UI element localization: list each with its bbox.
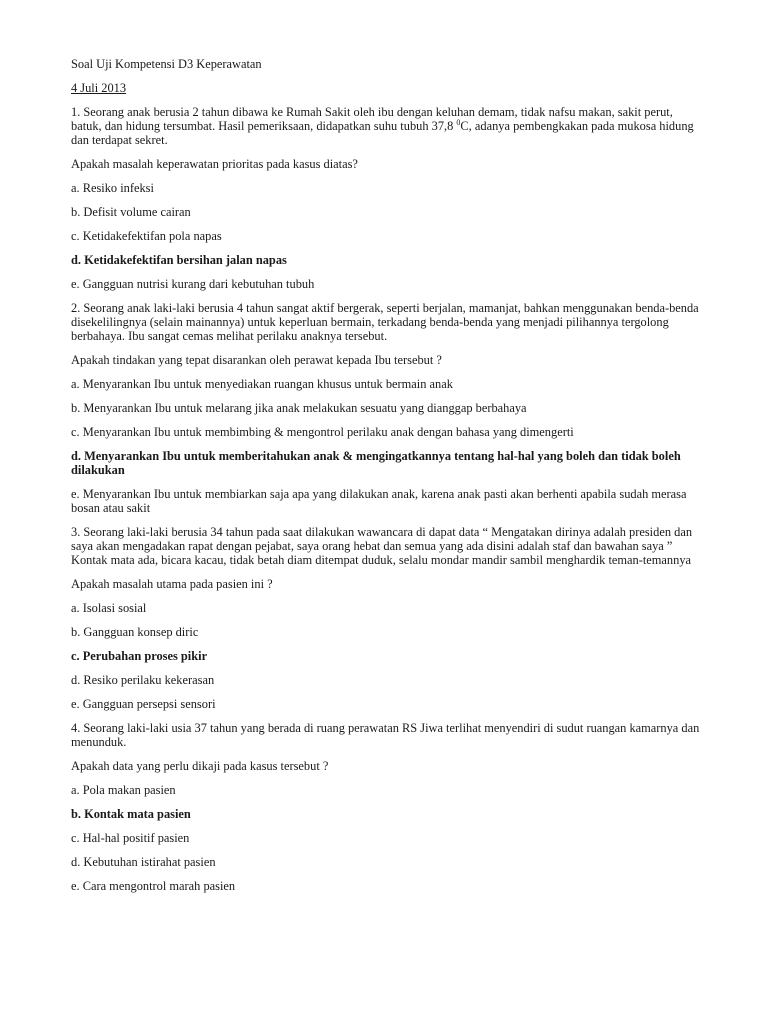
question-stem <box>71 105 701 147</box>
question-stem: 3. Seorang laki-laki berusia 34 tahun pada saat dilakukan wawancara di dapat data “ Mengatakan dirinya adalah presiden dan saya akan mengadakan rapat dengan pejabat, saya orang hebat dan semua yang ada disini adalah staf dan bawahan saya ” Kontak mata ada, bicara kacau, tidak betah diam ditempat duduk, selalu mondar mandir sambil menghardik teman-temannya <box>71 525 693 567</box>
option-b: b. Defisit volume cairan <box>71 205 191 219</box>
option-c-answer: c. Perubahan proses pikir <box>71 649 208 663</box>
option-c: c. Menyarankan Ibu untuk membimbing & mengontrol perilaku anak dengan bahasa yang dimengerti <box>71 425 574 439</box>
stem-text: 1. Seorang anak berusia 2 tahun dibawa ke Rumah Sakit oleh ibu dengan keluhan demam, tidak nafsu makan, sakit perut, batuk, dan hidung tersumbat. Hasil pemeriksaan, didapatkan suhu tubuh 37,8 <box>71 105 673 133</box>
document-title: Soal Uji Kompetensi D3 Keperawatan <box>71 57 262 71</box>
question-4 <box>71 721 701 893</box>
option-b: b. Menyarankan Ibu untuk melarang jika anak melakukan sesuatu yang dianggap berbahaya <box>71 401 527 415</box>
option-a: a. Isolasi sosial <box>71 601 147 615</box>
option-c: c. Hal-hal positif pasien <box>71 831 190 845</box>
question-3 <box>71 525 701 711</box>
option-d-answer: d. Ketidakefektifan bersihan jalan napas <box>71 253 287 267</box>
degree-superscript: 0 <box>456 117 461 127</box>
question-stem: 4. Seorang laki-laki usia 37 tahun yang berada di ruang perawatan RS Jiwa terlihat menyendiri di sudut ruangan kamarnya dan menunduk. <box>71 721 700 749</box>
stem-text-continued: C, adanya pembengkakan pada mukosa hidung dan terdapat sekret. <box>71 119 694 147</box>
question-1 <box>71 105 701 291</box>
question-prompt: Apakah masalah keperawatan prioritas pada kasus diatas? <box>71 157 358 171</box>
option-d: d. Kebutuhan istirahat pasien <box>71 855 216 869</box>
option-a: a. Menyarankan Ibu untuk menyediakan ruangan khusus untuk bermain anak <box>71 377 453 391</box>
option-d-answer: d. Menyarankan Ibu untuk memberitahukan anak & mengingatkannya tentang hal-hal yang boleh dan tidak boleh dilakukan <box>71 449 681 477</box>
option-d: d. Resiko perilaku kekerasan <box>71 673 215 687</box>
option-a: a. Resiko infeksi <box>71 181 154 195</box>
option-b: b. Gangguan konsep diric <box>71 625 199 639</box>
question-prompt: Apakah data yang perlu dikaji pada kasus tersebut ? <box>71 759 329 773</box>
question-stem: 2. Seorang anak laki-laki berusia 4 tahun sangat aktif bergerak, seperti berjalan, mamanjat, bahkan menggunakan benda-benda disekelilingnya (selain mainannya) untuk keperluan bermain, terkadang benda-benda yang menjadi pilihannya tergolong berbahaya. Ibu sangat cemas melihat perilaku anaknya tersebut. <box>71 301 699 343</box>
question-2 <box>71 301 701 515</box>
option-c: c. Ketidakefektifan pola napas <box>71 229 222 243</box>
question-prompt: Apakah tindakan yang tepat disarankan oleh perawat kepada Ibu tersebut ? <box>71 353 442 367</box>
option-e: e. Cara mengontrol marah pasien <box>71 879 236 893</box>
option-e: e. Menyarankan Ibu untuk membiarkan saja apa yang dilakukan anak, karena anak pasti akan berhenti apabila sudah merasa bosan atau sakit <box>71 487 687 515</box>
option-b-answer: b. Kontak mata pasien <box>71 807 191 821</box>
option-e: e. Gangguan nutrisi kurang dari kebutuhan tubuh <box>71 277 315 291</box>
document-date: 4 Juli 2013 <box>71 81 127 95</box>
question-prompt: Apakah masalah utama pada pasien ini ? <box>71 577 273 591</box>
option-e: e. Gangguan persepsi sensori <box>71 697 216 711</box>
document-page <box>71 57 701 903</box>
option-a: a. Pola makan pasien <box>71 783 176 797</box>
